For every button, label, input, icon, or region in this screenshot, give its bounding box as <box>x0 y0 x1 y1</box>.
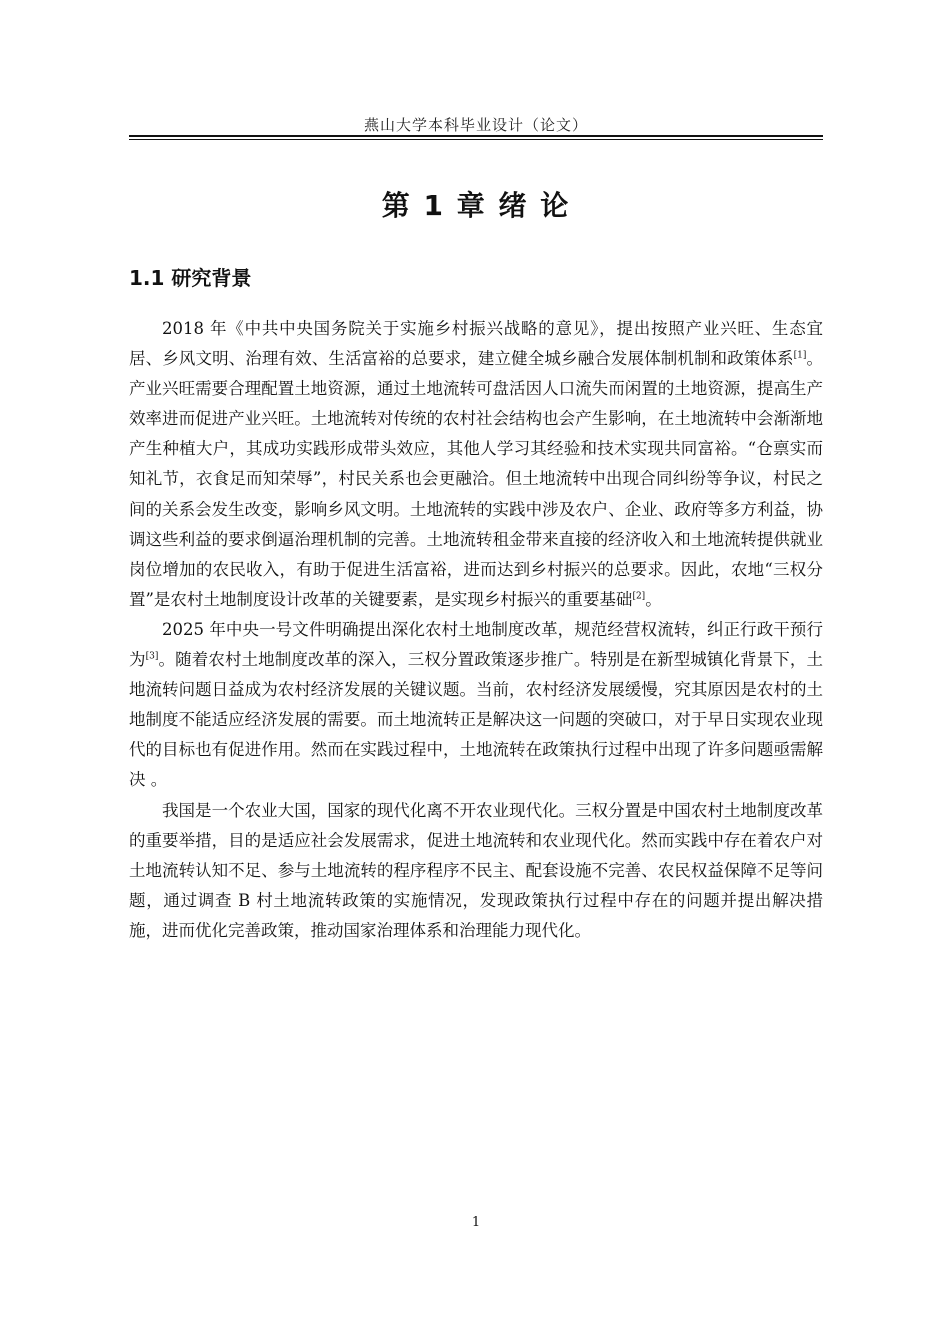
paragraph-1-text-2: 。产业兴旺需要合理配置土地资源，通过土地流转可盘活因人口流失而闲置的土地资源，提高生产效率进而促进产业兴旺。土地流转对传统的农村社会结构也会产生影响，在土地流转中会渐渐地产生种植大户，其成功实践形成带头效应，其他人学习其经验和技术实现共同富裕。“仓禀实而知礼节，衣食足而知荣辱”，村民关系也会更融洽。但土地流转中出现合同纠纷等争议，村民之间的关系会发生改变，影响乡风文明。土地流转的实践中涉及农户、企业、政府等多方利益，协调这些利益的要求倒逼治理机制的完善。土地流转租金带来直接的经济收入和土地流转提供就业岗位增加的农民收入，有助于促进生活富裕，进而达到乡村振兴的总要求。因此，农地“三权分置”是农村土地制度设计改革的关键要素，是实现乡村振兴的重要基础 <box>129 349 824 609</box>
paragraph-1-text-3: 。 <box>645 589 662 609</box>
paragraph-1 <box>129 314 823 615</box>
citation-ref-1: [1] <box>793 350 807 361</box>
header-rule-thick <box>129 135 823 137</box>
section-heading: 1.1 研究背景 <box>129 266 252 290</box>
page-number: 1 <box>471 1215 481 1230</box>
citation-ref-3: [3] <box>145 651 159 662</box>
citation-ref-2: [2] <box>632 591 646 602</box>
running-header: 燕山大学本科毕业设计（论文） <box>363 116 588 134</box>
paragraph-3-text-1: 我国是一个农业大国，国家的现代化离不开农业现代化。三权分置是中国农村土地制度改革的重要举措，目的是适应社会发展需求，促进土地流转和农业现代化。然而实践中存在着农户对土地流转认知不足、参与土地流转的程序程序不民主、配套设施不完善、农民权益保障不足等问题，通过调查 B 村土地流转政策的实施情况，发现政策执行过程中存在的问题并提出解决措施，进而优化完善政策，推动国家治理体系和治理能力现代化。 <box>129 800 823 940</box>
paragraph-2-text-2: 。随着农村土地制度改革的深入，三权分置政策逐步推广。特别是在新型城镇化背景下，土地流转问题日益成为农村经济发展的关键议题。当前，农村经济发展缓慢，究其原因是农村的土地制度不能适应经济发展的需要。而土地流转正是解决这一问题的突破口，对于早日实现农业现代的目标也有促进作用。然而在实践过程中，土地流转在政策执行过程中出现了许多问题亟需解决 。 <box>129 650 824 790</box>
paragraph-2-text-1: 2025 年中央一号文件明确提出深化农村土地制度改革，规范经营权流转，纠正行政干预行为 <box>129 619 823 670</box>
paragraph-2 <box>129 615 823 796</box>
chapter-title: 第 1 章 绪 论 <box>381 189 571 222</box>
paragraph-1-text-1: 2018 年《中共中央国务院关于实施乡村振兴战略的意见》，提出按照产业兴旺、生态宜居、乡风文明、治理有效、生活富裕的总要求，建立健全城乡融合发展体制机制和政策体系 <box>129 319 823 369</box>
body-text <box>129 314 823 946</box>
header-rule-thin <box>129 139 823 140</box>
paragraph-3 <box>129 796 823 946</box>
